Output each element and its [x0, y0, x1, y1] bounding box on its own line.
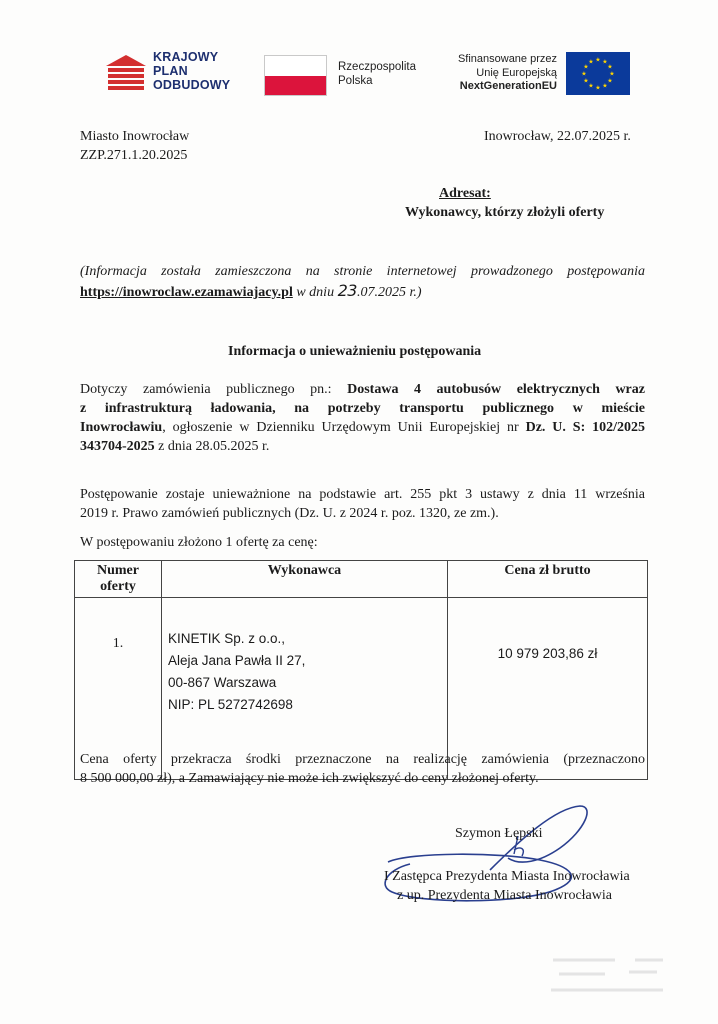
place-date: Inowrocław, 22.07.2025 r.	[484, 129, 631, 144]
contractor-line: KINETIK Sp. z o.o.,	[168, 631, 286, 646]
contractor-line: NIP: PL 5272742698	[168, 697, 293, 712]
subject-line4	[80, 438, 269, 456]
offers-table	[74, 560, 648, 780]
offer-number: 1.	[75, 598, 162, 780]
eu-nextgen: NextGenerationEU	[459, 80, 557, 92]
addressee-value: Wykonawcy, którzy złożyli oferty	[405, 205, 605, 220]
subject-line1	[80, 381, 645, 399]
header-contractor: Wykonawca	[162, 561, 448, 598]
info-tail: .07.2025 r.)	[356, 285, 422, 300]
svg-text:★: ★	[595, 84, 601, 92]
faint-stamp-icon	[545, 950, 670, 1000]
addressee-label: Adresat:	[439, 186, 491, 201]
svg-text:★: ★	[588, 58, 594, 66]
svg-text:★: ★	[607, 63, 613, 71]
subject-city: Inowrocławiu	[80, 420, 163, 435]
document-title: Informacja o unieważnieniu postępowania	[228, 344, 482, 359]
subject-notice: , ogłoszenie w Dzienniku Urzędowym Unii Europejskiej nr	[162, 420, 526, 435]
sender-reference: ZZP.271.1.20.2025	[80, 148, 188, 163]
sender-city: Miasto Inowrocław	[80, 129, 190, 144]
table-header-row	[75, 561, 648, 598]
rp-logo-text	[338, 60, 416, 88]
eu-flag-icon	[566, 52, 630, 95]
signatory-role: I Zastępca Prezydenta Miasta Inowrocławia	[384, 869, 630, 884]
tender-platform-link[interactable]: https://inowroclaw.ezamawiajacy.pl	[80, 285, 293, 300]
basis-line2: 2019 r. Prawo zamówień publicznych (Dz. U. z 2024 r. poz. 1320, ze zm.).	[80, 506, 499, 521]
svg-text:★: ★	[602, 58, 608, 66]
header-offer-number: Numer oferty	[75, 561, 162, 598]
svg-text:★: ★	[607, 77, 613, 85]
info-mid: w dniu	[292, 285, 338, 300]
info-note-line2	[80, 282, 422, 302]
offers-intro: W postępowaniu złożono 1 ofertę za cenę:	[80, 535, 318, 550]
conclusion-line1: Cena oferty przekracza środki przeznaczone na realizację zamówienia (przeznaczono	[80, 752, 645, 767]
contractor-line: 00-867 Warszawa	[168, 675, 277, 690]
subject-notice-number: 343704-2025	[80, 439, 155, 454]
subject-date: z dnia 28.05.2025 r.	[154, 439, 270, 454]
subject-bold: Dostawa 4 autobusów elektrycznych wraz	[347, 382, 645, 397]
svg-text:★: ★	[595, 56, 601, 64]
subject-lead: Dotyczy zamówienia publicznego pn.:	[80, 382, 348, 397]
svg-text:★: ★	[588, 82, 594, 90]
polish-flag-icon	[264, 55, 327, 96]
svg-text:★: ★	[602, 82, 608, 90]
signatory-on-behalf: z up. Prezydenta Miasta Inowrocławia	[397, 888, 612, 903]
signatory-name: Szymon Łępski	[455, 826, 543, 841]
conclusion-line2: 8 500 000,00 zł), a Zamawiający nie może ich zwiększyć do ceny złożonej oferty.	[80, 771, 539, 786]
rp-line: Polska	[338, 75, 373, 87]
subject-line2: z infrastrukturą ładowania, na potrzeby transportu publicznego w mieście	[80, 401, 645, 416]
subject-oj-ref: Dz. U. S: 102/2025	[525, 420, 645, 435]
subject-line3	[80, 419, 645, 437]
svg-text:★: ★	[583, 77, 589, 85]
svg-text:★: ★	[583, 63, 589, 71]
handwritten-day: 23	[337, 281, 357, 300]
svg-text:★: ★	[581, 70, 587, 78]
kpo-line: ODBUDOWY	[153, 78, 231, 92]
offer-price: 10 979 203,86 zł	[448, 598, 648, 780]
rp-line: Rzeczpospolita	[338, 61, 416, 73]
kpo-logo-icon	[106, 53, 146, 93]
eu-line: Sfinansowane przez	[457, 53, 557, 65]
header-price: Cena zł brutto	[448, 561, 648, 598]
eu-line: Unię Europejską	[476, 66, 557, 79]
eu-funding-text	[442, 53, 557, 94]
kpo-line: PLAN	[153, 64, 188, 78]
kpo-line: KRAJOWY	[153, 50, 219, 64]
info-note-line1: (Informacja została zamieszczona na stronie internetowej prowadzonego postępowania	[80, 264, 645, 279]
svg-text:★: ★	[609, 70, 615, 78]
contractor-line: Aleja Jana Pawła II 27,	[168, 653, 306, 668]
kpo-logo-text	[153, 50, 230, 92]
basis-line1: Postępowanie zostaje unieważnione na podstawie art. 255 pkt 3 ustawy z dnia 11 września	[80, 487, 645, 502]
